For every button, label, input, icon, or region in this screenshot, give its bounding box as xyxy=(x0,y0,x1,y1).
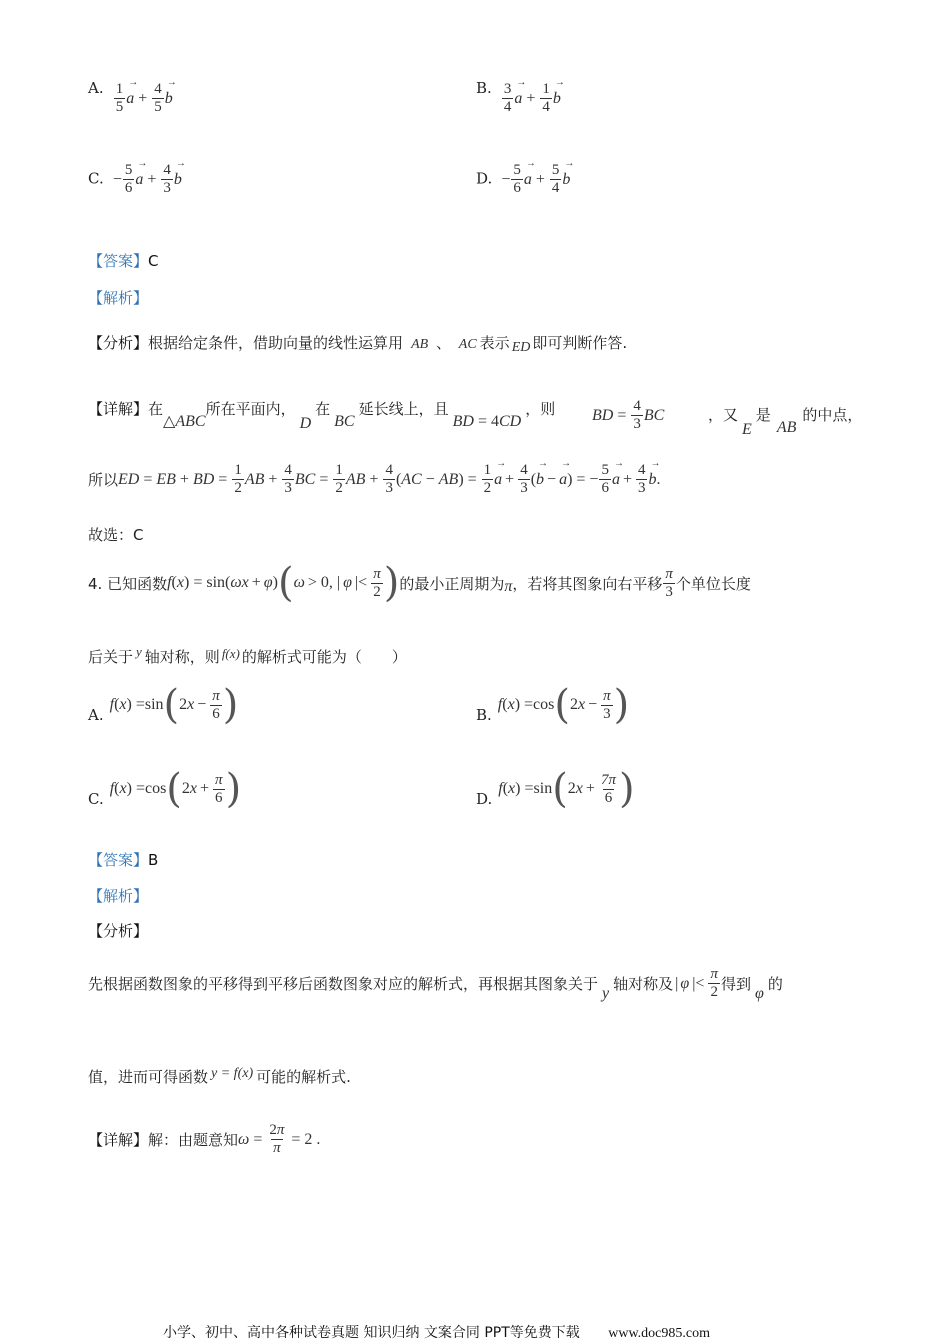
footer-text: 小学、初中、高中各种试卷真题 知识归纳 文案合同 PPT等免费下载 xyxy=(163,1325,580,1341)
q4-option-c[interactable]: C. f ( x ) = cos ( 2 x + $\frac{\pi}{6}$ ) xyxy=(88,766,242,812)
option-label: B. xyxy=(476,706,492,724)
q3-fenxi: 【分析】根据给定条件，借助向量的线性运算用 AB 、 AC 表示 ED 即可判断作答. xyxy=(88,334,628,355)
option-label: A. xyxy=(88,706,104,724)
q3-bd-expr: BD = $\frac{4}{3}$ BC xyxy=(592,398,665,432)
option-label: D. xyxy=(476,790,493,808)
option-label: C. xyxy=(88,790,104,808)
option-label: B. xyxy=(476,79,492,97)
q3-detail-line-2: 所以 ED = EB + BD = $\frac{1}{2}$ AB + $\frac{4}{3}$ BC = $\frac{1}{2}$ AB + $\frac{4}{3}$ ( AC − AB ) = $\frac{1}{2}$ → a + $\frac{4}{3}$ ( → b − → a ) = − $\frac{5}{6}$ → a + $\frac{4}{3}$ → b . xyxy=(88,462,660,497)
option-label: D. xyxy=(476,169,493,188)
q3-detail-line-1: 【详解】在△ABC所在平面内，D在BC延长线上，且BD = 4CD，则 xyxy=(88,400,556,432)
q3-analysis-tag: 【解析】 xyxy=(88,289,149,307)
q4-fenxi-line-1: 先根据函数图象的平移得到平移后函数图象对应的解析式，再根据其图象关于 y 轴对称及 | φ |< $\frac{\pi}{2}$ 得到 φ 的 xyxy=(88,966,783,1002)
q3-option-d[interactable]: D. − $\frac{5}{6}$ → a + $\frac{5}{4}$ → b xyxy=(476,162,570,197)
q4-answer: 【答案】B xyxy=(88,851,159,869)
q4-detail: 【详解】 解：由题意知 ω = $\frac{2\pi}{\pi}$ = 2 . xyxy=(88,1122,321,1156)
q3-option-c[interactable]: C. − $\frac{5}{6}$ → a + $\frac{4}{3}$ → b xyxy=(88,162,182,197)
q3-guxuan: 故选：C xyxy=(88,526,144,544)
q3-detail-line-1b: ，又E是AB的中点， xyxy=(708,406,863,438)
q3-option-a[interactable]: A. $\frac{1}{5}$ → a + $\frac{4}{5}$ → b xyxy=(88,78,173,116)
q4-option-b[interactable]: B. f ( x ) = cos ( 2 x − $\frac{\pi}{3}$ ) xyxy=(476,682,630,728)
q4-option-d[interactable]: D. f ( x ) = sin ( 2 x + $\frac{7\pi}{6}$ ) xyxy=(476,766,635,812)
q3-option-b[interactable]: B. $\frac{3}{4}$ → a + $\frac{1}{4}$ → b xyxy=(476,78,561,116)
footer xyxy=(163,1322,710,1342)
q4-option-a[interactable]: A. f ( x ) = sin ( 2 x − $\frac{\pi}{6}$ ) xyxy=(88,682,239,728)
q4-analysis-tag: 【解析】 xyxy=(88,887,149,905)
q4-fenxi-line-2: 值，进而可得函数 y = f(x) 可能的解析式. xyxy=(88,1066,351,1086)
option-label: A. xyxy=(88,79,104,97)
q4-stem-line-2: 后关于 $^y$ 轴对称，则 $^{f(x)}$ 的解析式可能为（ ） xyxy=(88,644,407,666)
q4-fenxi-tag: 【分析】 xyxy=(88,922,149,940)
q3-answer: 【答案】C xyxy=(88,252,159,270)
footer-url[interactable]: www.doc985.com xyxy=(608,1326,710,1341)
q4-stem-line-1: 4. 已知函数 f ( x ) = sin( ωx + φ ) ( ω > 0, | φ |< $\frac{\pi}{2}$ ) 的最小正周期为 π ，若将其图象向右平移 $\frac{\pi}{3}$ 个单位长度 xyxy=(88,560,751,606)
option-label: C. xyxy=(88,169,104,188)
